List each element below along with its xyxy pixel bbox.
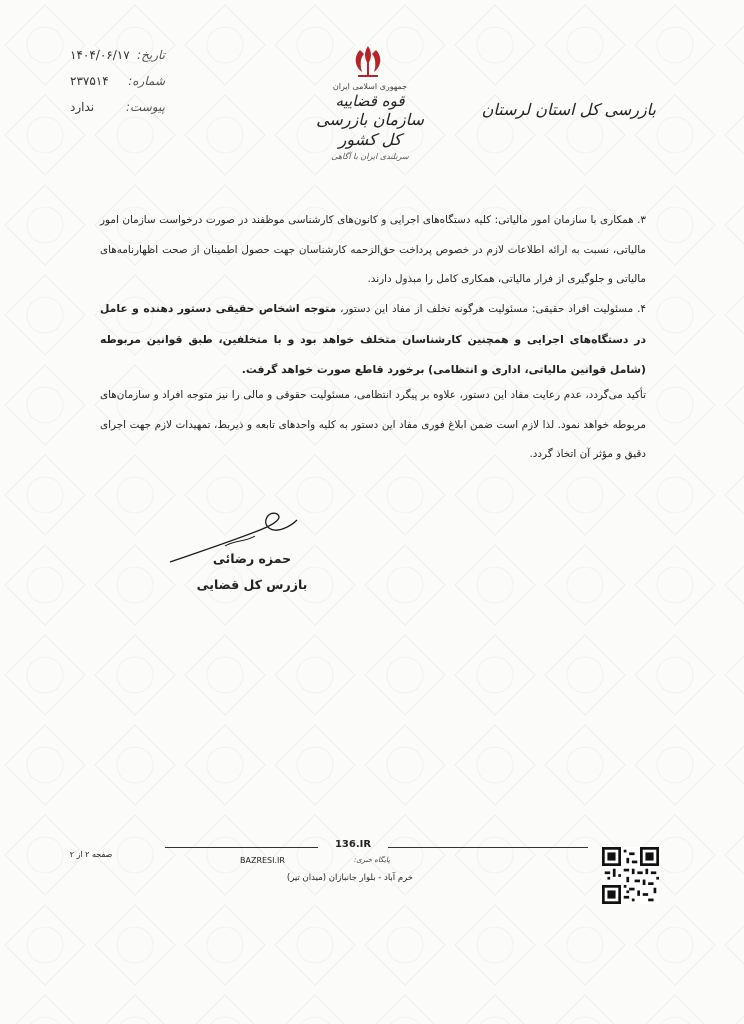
closing-paragraph [100, 381, 646, 470]
date-value: ۱۴۰۴/۰۶/۱۷ [70, 48, 130, 62]
closing-text: تأکید می‌گردد، عدم رعایت مفاد این دستور، علاوه بر پیگرد انتظامی، مسئولیت حقوقی و مالی را نیز متوجه افراد و سازمان‌های مربوطه خواهد نمود. لذا لازم است ضمن ابلاغ فوری مفاد این دستور به کلیه واحدهای تابعه و ذیربط، تمهیدات لازم جهت اجرای دقیق و مؤثر آن اتخاذ گردد. [100, 389, 646, 460]
number-label: شماره: [128, 74, 165, 88]
office-title: بازرسی کل استان لرستان [481, 100, 656, 119]
attachment-row [70, 100, 165, 114]
organization-text: سازمان بازرسی کل کشور [316, 110, 424, 149]
footer-address: خرم آباد - بلوار جانبازان (میدان تیر) [286, 873, 414, 883]
footer-divider-left [165, 847, 318, 848]
iran-emblem-icon [348, 42, 388, 84]
date-label: تاریخ: [137, 48, 165, 62]
footer-website-row [240, 856, 390, 865]
item-4-intro: ۴. مسئولیت افراد حقیقی: مسئولیت هرگونه تخلف از مفاد این دستور، [336, 303, 646, 315]
item-3-text: ۳. همکاری با سازمان امور مالیاتی: کلیه دستگاه‌های اجرایی و کانون‌های کارشناسی موظفند در صورت درخواست سازمان امور مالیاتی، نسبت به ارائه اطلاعات لازم در خصوص پرداخت حق‌الزحمه کارشناسان جهت حصول اطمینان از صحت اظهارنامه‌های مالیاتی و جلوگیری از فرار مالیاتی، همکاری کامل را مبذول دارند. [100, 214, 646, 285]
footer-divider-right [388, 847, 588, 848]
footer-domain: 136.IR [334, 839, 372, 850]
attachment-label: پیوست: [125, 100, 165, 114]
page-indicator: صفحه ۲ از ۲ [69, 850, 113, 859]
website-link[interactable]: BAZRESI.IR [240, 856, 285, 865]
republic-text: جمهوری اسلامی ایران [332, 82, 408, 91]
number-row [70, 74, 165, 88]
item-4-paragraph [100, 294, 646, 386]
signature-block [192, 546, 312, 598]
signatory-name: حمزه رضائی [212, 551, 292, 566]
qr-code-icon [602, 847, 659, 904]
motto-text: سربلندی ایران با آگاهی [331, 152, 409, 161]
item-4-bold: متوجه اشخاص حقیقی دستور دهنده و عامل در دستگاه‌های اجرایی و همچنین کارشناسان متخلف خواهد بود و با متخلفین، طبق قوانین مربوطه (شامل قوانین مالیاتی، اداری و انتظامی) برخورد قاطع صورت خواهد گرفت. [100, 302, 646, 376]
signatory-title: بازرس کل قضایی [196, 577, 308, 592]
issuer-block [310, 82, 430, 164]
item-3-paragraph [100, 206, 646, 295]
number-value: ۲۳۷۵۱۴ [70, 74, 109, 88]
date-row [70, 48, 165, 62]
judiciary-text: قوه قضاییه [335, 92, 405, 110]
attachment-value: ندارد [70, 100, 95, 114]
website-label: پایگاه خبری: [353, 856, 390, 864]
